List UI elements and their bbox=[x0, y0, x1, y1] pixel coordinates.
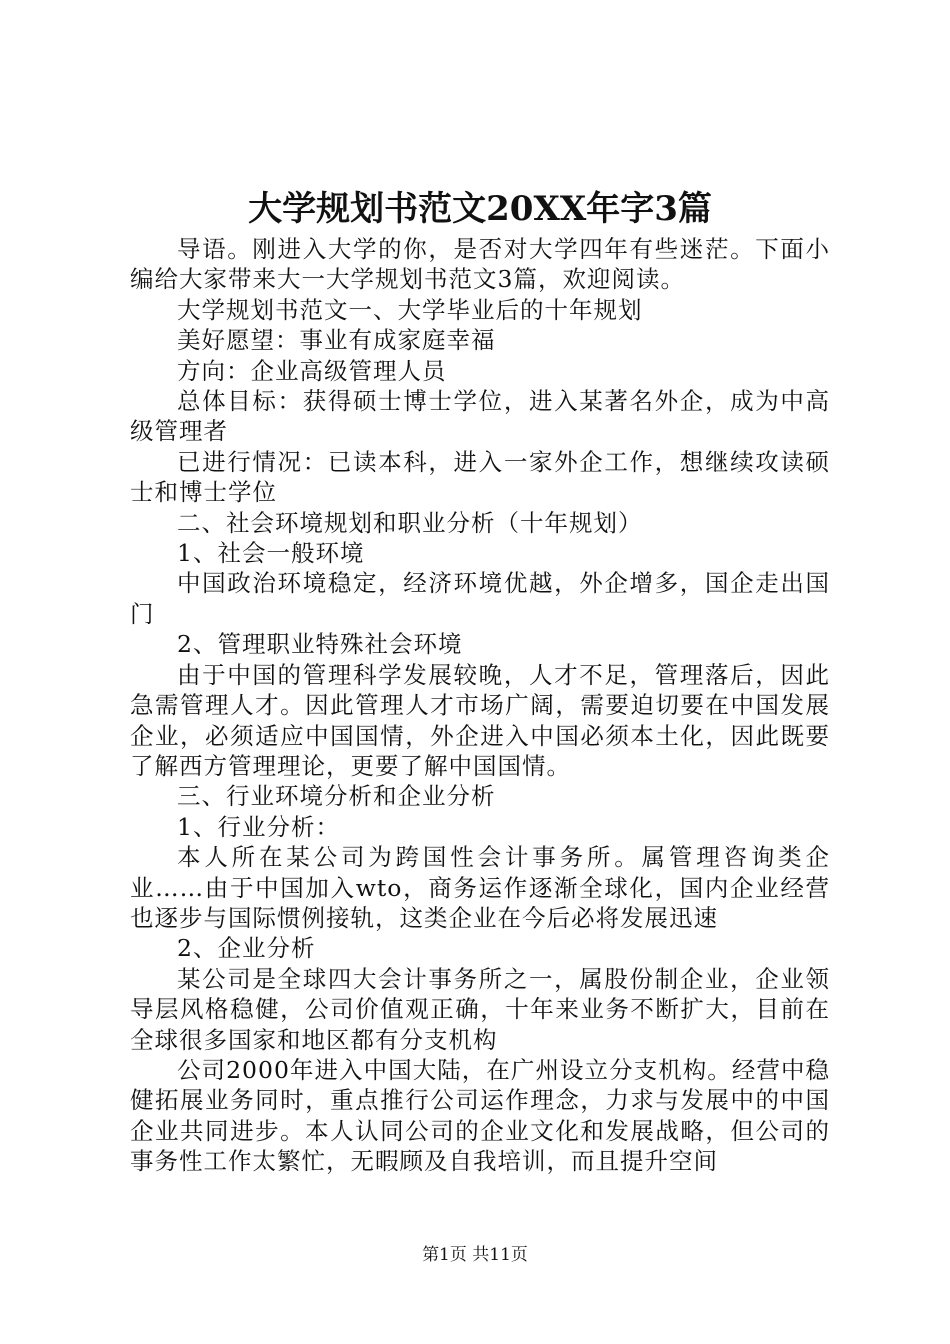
paragraph-company-china: 公司2000年进入中国大陆，在广州设立分支机构。经营中稳健拓展业务同时，重点推行公司运作理念，力求与发展中的中国企业共同进步。本人认同公司的企业文化和发展战略，但公司的事务性工作太繁忙，无暇顾及自我培训，而且提升空间 bbox=[130, 1055, 830, 1176]
paragraph-heading-3: 三、行业环境分析和企业分析 bbox=[177, 782, 496, 811]
paragraph-social-env: 中国政治环境稳定，经济环境优越，外企增多，国企走出国门 bbox=[130, 569, 830, 628]
paragraph-goal: 总体目标：获得硕士博士学位，进入某著名外企，成为中高级管理者 bbox=[130, 387, 830, 446]
document-title: 大学规划书范文20XX年字3篇 bbox=[248, 189, 712, 229]
paragraph-industry: 本人所在某公司为跨国性会计事务所。属管理咨询类企业……由于中国加入wto，商务运作逐渐全球化，国内企业经营也逐步与国际惯例接轨，这类企业在今后必将发展迅速 bbox=[130, 843, 830, 932]
document-body bbox=[130, 234, 830, 1177]
paragraph-company: 某公司是全球四大会计事务所之一，属股份制企业，企业领导层风格稳健，公司价值观正确，十年来业务不断扩大，目前在全球很多国家和地区都有分支机构 bbox=[130, 964, 830, 1054]
paragraph-subheading-company: 2、企业分析 bbox=[177, 934, 316, 963]
paragraph-subheading-industry: 1、行业分析： bbox=[177, 812, 340, 841]
paragraph-intro: 导语。刚进入大学的你，是否对大学四年有些迷茫。下面小编给大家带来大一大学规划书范文3篇，欢迎阅读。 bbox=[130, 235, 830, 294]
page-footer: 第1页 共11页 bbox=[422, 1245, 528, 1265]
paragraph-heading-1: 大学规划书范文一、大学毕业后的十年规划 bbox=[177, 295, 643, 324]
paragraph-heading-2: 二、社会环境规划和职业分析（十年规划） bbox=[177, 508, 643, 537]
paragraph-status: 已进行情况：已读本科，进入一家外企工作，想继续攻读硕士和博士学位 bbox=[130, 447, 830, 507]
paragraph-direction: 方向：企业高级管理人员 bbox=[177, 356, 447, 385]
paragraph-wish: 美好愿望：事业有成家庭幸福 bbox=[177, 326, 496, 355]
paragraph-subheading-mgmt: 2、管理职业特殊社会环境 bbox=[177, 630, 463, 659]
paragraph-subheading-social: 1、社会一般环境 bbox=[177, 539, 365, 568]
paragraph-mgmt-env: 由于中国的管理科学发展较晚，人才不足，管理落后，因此急需管理人才。因此管理人才市场广阔，需要迫切要在中国发展企业，必须适应中国国情，外企进入中国必须本土化，因此既要了解西方管理理论，更要了解中国国情。 bbox=[130, 660, 830, 780]
